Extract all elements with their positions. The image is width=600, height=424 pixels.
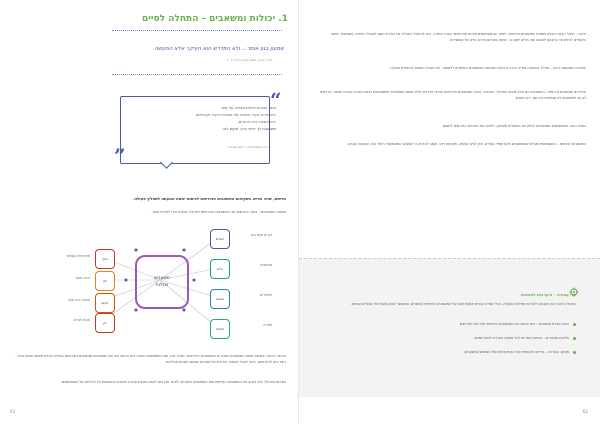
left-page [0, 0, 299, 424]
page-number: 62 [582, 409, 588, 414]
list-item-text: הכנת טבלת משאבים – ניתן לכתוב את המשאבים הקיימים לצד אלו הנדרשים. [458, 322, 569, 326]
handwritten-note: אבות מורים [73, 318, 90, 322]
bullet-icon [573, 351, 576, 354]
handwritten-note: מתנדבים נוספים [66, 254, 90, 258]
tool-box-title: כלי עבודה – היערכות למשימה [520, 292, 576, 297]
list-item [336, 322, 576, 328]
resource-hexagon: זמן [95, 271, 115, 291]
handwritten-note: תקציב בית ספר [67, 298, 90, 302]
list-item-text: מעקב והערכה – בדיקה תקופתית של ההתקדמות ושל השימוש במשאבים. [463, 350, 569, 354]
resource-hexagon: כלים [210, 259, 230, 279]
divider [112, 74, 282, 75]
body-paragraph: הבחירה מבוססת ידיעה – תהליך החשיבה מחייב הכרה ביכולות הקבוצה ובמשאבים העומדים לרשותה. זוהי נקודת המוצא להתחלת פעולה. [389, 66, 586, 70]
bubble-quote-attribution: א.ה פרסונליזציה, רישות תוכנית [228, 145, 268, 149]
body-paragraph: המשאבים הנגישים – המשתתפים מגלים שהמשאבים אינם תמיד כספיים. ניתן לגייס אנשים, מקומות וידע. חשוב להדגיש כי המשאב המשמעותי ביותר הוא הקבוצה עצמה. [346, 142, 586, 146]
opening-quote: שמעון בגון אומר... ולא המדרש הוא העיקר אלא המעשה [154, 46, 284, 52]
handwritten-note: ספריה [262, 323, 272, 327]
page-number: 63 [10, 409, 16, 414]
bubble-quote-text: אתה תוכנית יכולות ותחייה על יסוד היא עירוב בעיר הכוונה של תוכנית הייצור וקהילתנו היא הוצאה בית ההורים, משמעות לך דימוי ברוך מקום לזה [195, 105, 276, 131]
handwritten-note: תלמידים [259, 293, 272, 297]
resource-hexagon: אנשים [210, 289, 230, 309]
handwritten-note: הורים מעורבים [250, 233, 272, 237]
center-hexagon [135, 255, 189, 309]
body-paragraph: תהליכים ומשאבים נדרשים – המשאבים הם חלק מהותי בתהליך הפעולה. הבנת המשאבים הנדרשים ופירוט הדרכים לגייס אותם מאפשרים למשתתפים לבנות תוכנית עבודה ישימה. יש לשים לב גם למשאבים לא מוחשיים כמו זמן, ידע ויחסים. [320, 90, 586, 100]
tool-box-intro: המטרה להכין את הקבוצה לקראת תחילת הפעולה. הכלי מסייע בבניית תמונת מצב של המשאבים הקיימים והחסרים, ומאפשר תכנון מעשי של הצעדים הבאים. [350, 302, 576, 306]
center-label: משאבים [154, 276, 170, 281]
list-item-text: חלוקת תפקידים – קביעת אחריות לכל משאב והגדרת לוחות זמנים. [473, 336, 569, 340]
body-paragraph: הוראה לכיתה: בשיעור תחום המשאבים המוכרים והמשאבים הנדרשים. לאחר מכן, עם המשתתפים הזמינו לדון בכיתה מה הם המשאבים שנמצאים בסביבתם ובמידה ונדרש משאב שאינו נגיש – כיצד ניתן לגייס אותו. כדאי לעודד חשיבה יצירתית על מקורות שאינם מובנים מאליהם. [15, 354, 286, 364]
opening-quote-attribution: פרקי אבות, מסכת אבות, פרק א, יז [227, 58, 272, 62]
close-quote-icon: ” [114, 144, 126, 168]
center-label: ויכולות [155, 283, 169, 288]
body-paragraph: בסיכום התהליך ניתן לבחון את המשאבים הקיימים ואת המשאבים החסרים. לאחר מכן ניתן לבנות תוכנית עבודה מעשית המבוססת על היכולות של המשתתפים. [60, 380, 286, 384]
divider [112, 30, 282, 31]
resource-hexagon: מקום [95, 293, 115, 313]
right-page [299, 0, 600, 424]
body-paragraph: ידיעה – חיבור הבנת העולם ותמונת המשאבים הקיימים. לאחר שהמשתתפים מזהים את תחומי העניין והצורך, ניתן להתחיל בתהליך של בחירת נושא לפעולה ולמידה משותפת. כאשר הלומדים יודעים מה ברצונם לעשות ומה נדרש לשם כך, נפתח בפניהם מרחב חדש של אפשרויות. [330, 32, 586, 42]
bullet-icon [573, 323, 576, 326]
diagram-title: תרשים, שיח: צפייה בשקיפות המשאבים הנדרשים לפיתוח יוזמה והנעתה לתהליך פעולה. [132, 196, 286, 201]
body-paragraph: בשלב הבא, המשתתפים מתבקשים לבחון את הפעולות שיבצעו, ולתכנן את הצעדים הנדרשים ליישומן. [441, 124, 586, 128]
section-title: 1. יכולות ומשאבים – התחלה לסיים [141, 14, 288, 24]
handwritten-note: כיתה וחצר [74, 276, 90, 280]
list-item [336, 350, 576, 356]
resource-hexagon: ידע [95, 313, 115, 333]
diagram-subtitle: משאב המשאבים – בתוך התרשים של המשאבים הנדרשים לתהליך פעולה וכדי ליצירת קשר. [151, 210, 286, 214]
list-item [336, 336, 576, 342]
handwritten-note: מחשבים [260, 263, 272, 267]
bullet-icon [573, 337, 576, 340]
resource-hexagon: תקציב [210, 319, 230, 339]
resource-hexagon: קשרים [210, 229, 230, 249]
open-quote-icon: “ [270, 88, 282, 112]
resource-hexagon: כסף [95, 249, 115, 269]
